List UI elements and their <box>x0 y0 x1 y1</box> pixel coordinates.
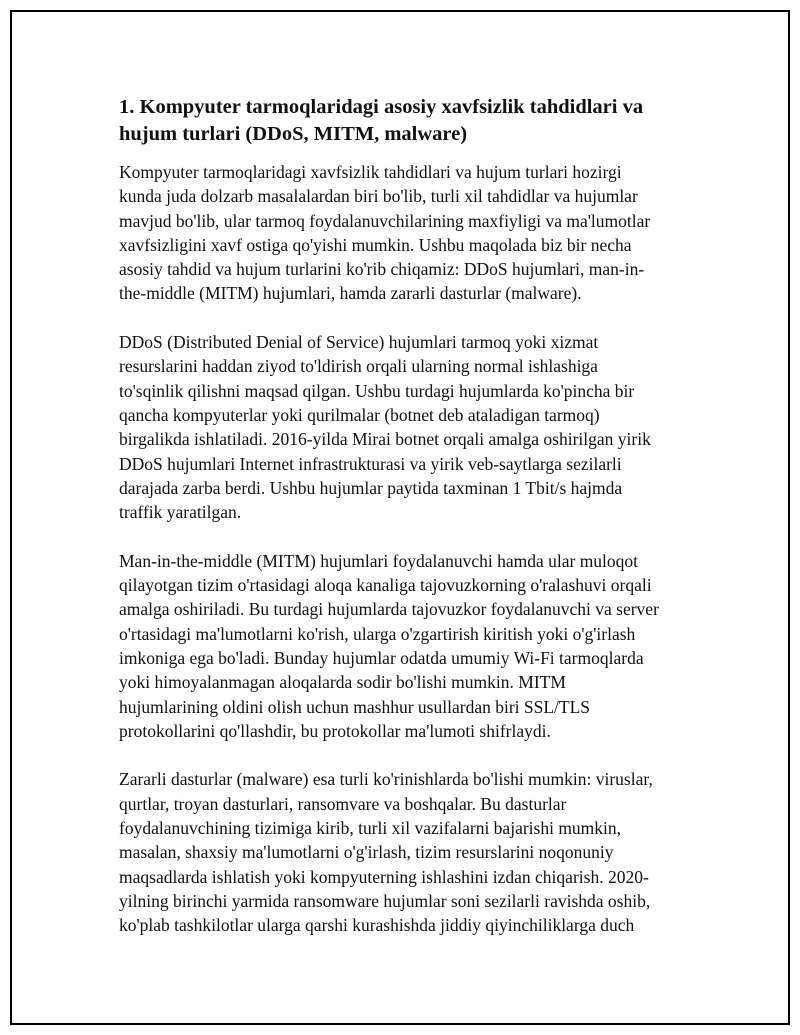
text-line: hujumlarining oldini olish uchun mashhur usullardan biri SSL/TLS <box>119 696 591 717</box>
text-line: maqsadlarda ishlatish yoki kompyuterning ishlashini izdan chiqarish. 2020- <box>119 866 649 887</box>
paragraph-intro <box>119 160 694 306</box>
text-line: imkoniga ega bo'ladi. Bunday hujumlar odatda umumiy Wi-Fi tarmoqlarda <box>119 647 644 668</box>
text-line: qilayotgan tizim o'rtasidagi aloqa kanaliga tajovuzkorning o'ralashuvi orqali <box>119 575 652 596</box>
text-line: ko'plab tashkilotlar ularga qarshi kurashishda jiddiy qiyinchiliklarga duch <box>119 915 635 936</box>
heading-line: 1. Kompyuter tarmoqlaridagi asosiy xavfsizlik tahdidlari va <box>119 96 644 118</box>
text-line: amalga oshiriladi. Bu turdagi hujumlarda tajovuzkor foydalanuvchi va server <box>119 599 659 620</box>
text-line: resurslarini haddan ziyod to'ldirish orqali ularning normal ishlashiga <box>119 356 598 377</box>
paragraph-mitm <box>119 549 694 743</box>
text-line: traffik yaratilgan. <box>119 502 242 523</box>
text-line: to'sqinlik qilishni maqsad qilgan. Ushbu turdagi hujumlarda ko'pincha bir <box>119 380 635 401</box>
text-line: asosiy tahdid va hujum turlarini ko'rib chiqamiz: DDoS hujumlari, man-in- <box>119 259 645 280</box>
text-line: mavjud bo'lib, ular tarmoq foydalanuvchilarining maxfiyligi va ma'lumotlar <box>119 210 651 231</box>
section-heading <box>119 94 694 148</box>
text-line: DDoS (Distributed Denial of Service) hujumlari tarmoq yoki xizmat <box>119 332 599 353</box>
text-line: qurtlar, troyan dasturlari, ransomvare va boshqalar. Bu dasturlar <box>119 793 567 814</box>
text-line: darajada zarba berdi. Ushbu hujumlar paytida taxminan 1 Tbit/s hajmda <box>119 477 623 498</box>
text-line: DDoS hujumlari Internet infrastrukturasi va yirik veb-saytlarga sezilarli <box>119 453 622 474</box>
text-line: birgalikda ishlatiladi. 2016-yilda Mirai botnet orqali amalga oshirilgan yirik <box>119 429 651 450</box>
text-line: xavfsizligini xavf ostiga qo'yishi mumkin. Ushbu maqolada biz bir necha <box>119 234 632 255</box>
heading-line: hujum turlari (DDoS, MITM, malware) <box>119 123 468 145</box>
paragraph-malware <box>119 767 694 937</box>
paragraph-ddos <box>119 330 694 524</box>
text-line: yoki himoyalanmagan aloqalarda sodir bo'lishi mumkin. MITM <box>119 672 566 693</box>
text-line: Man-in-the-middle (MITM) hujumlari foydalanuvchi hamda ular muloqot <box>119 550 639 571</box>
text-line: protokollarini qo'llashdir, bu protokollar ma'lumoti shifrlaydi. <box>119 720 551 741</box>
text-line: Zararli dasturlar (malware) esa turli ko'rinishlarda bo'lishi mumkin: viruslar, <box>119 769 653 790</box>
text-line: kunda juda dolzarb masalalardan biri bo'lib, turli xil tahdidlar va hujumlar <box>119 186 638 207</box>
document-page <box>10 10 790 1025</box>
text-line: foydalanuvchining tizimiga kirib, turli xil vazifalarni bajarishi mumkin, <box>119 818 622 839</box>
text-line: yilning birinchi yarmida ransomware hujumlar soni sezilarli ravishda oshib, <box>119 890 651 911</box>
text-line: the-middle (MITM) hujumlari, hamda zararli dasturlar (malware). <box>119 283 582 304</box>
text-line: masalan, shaxsiy ma'lumotlarni o'g'irlash, tizim resurslarini noqonuniy <box>119 842 614 863</box>
text-line: qancha kompyuterlar yoki qurilmalar (botnet deb ataladigan tarmoq) <box>119 404 600 425</box>
document-body <box>119 94 694 962</box>
text-line: o'rtasidagi ma'lumotlarni ko'rish, ularga o'zgartirish kiritish yoki o'g'irlash <box>119 623 636 644</box>
text-line: Kompyuter tarmoqlaridagi xavfsizlik tahdidlari va hujum turlari hozirgi <box>119 162 622 182</box>
